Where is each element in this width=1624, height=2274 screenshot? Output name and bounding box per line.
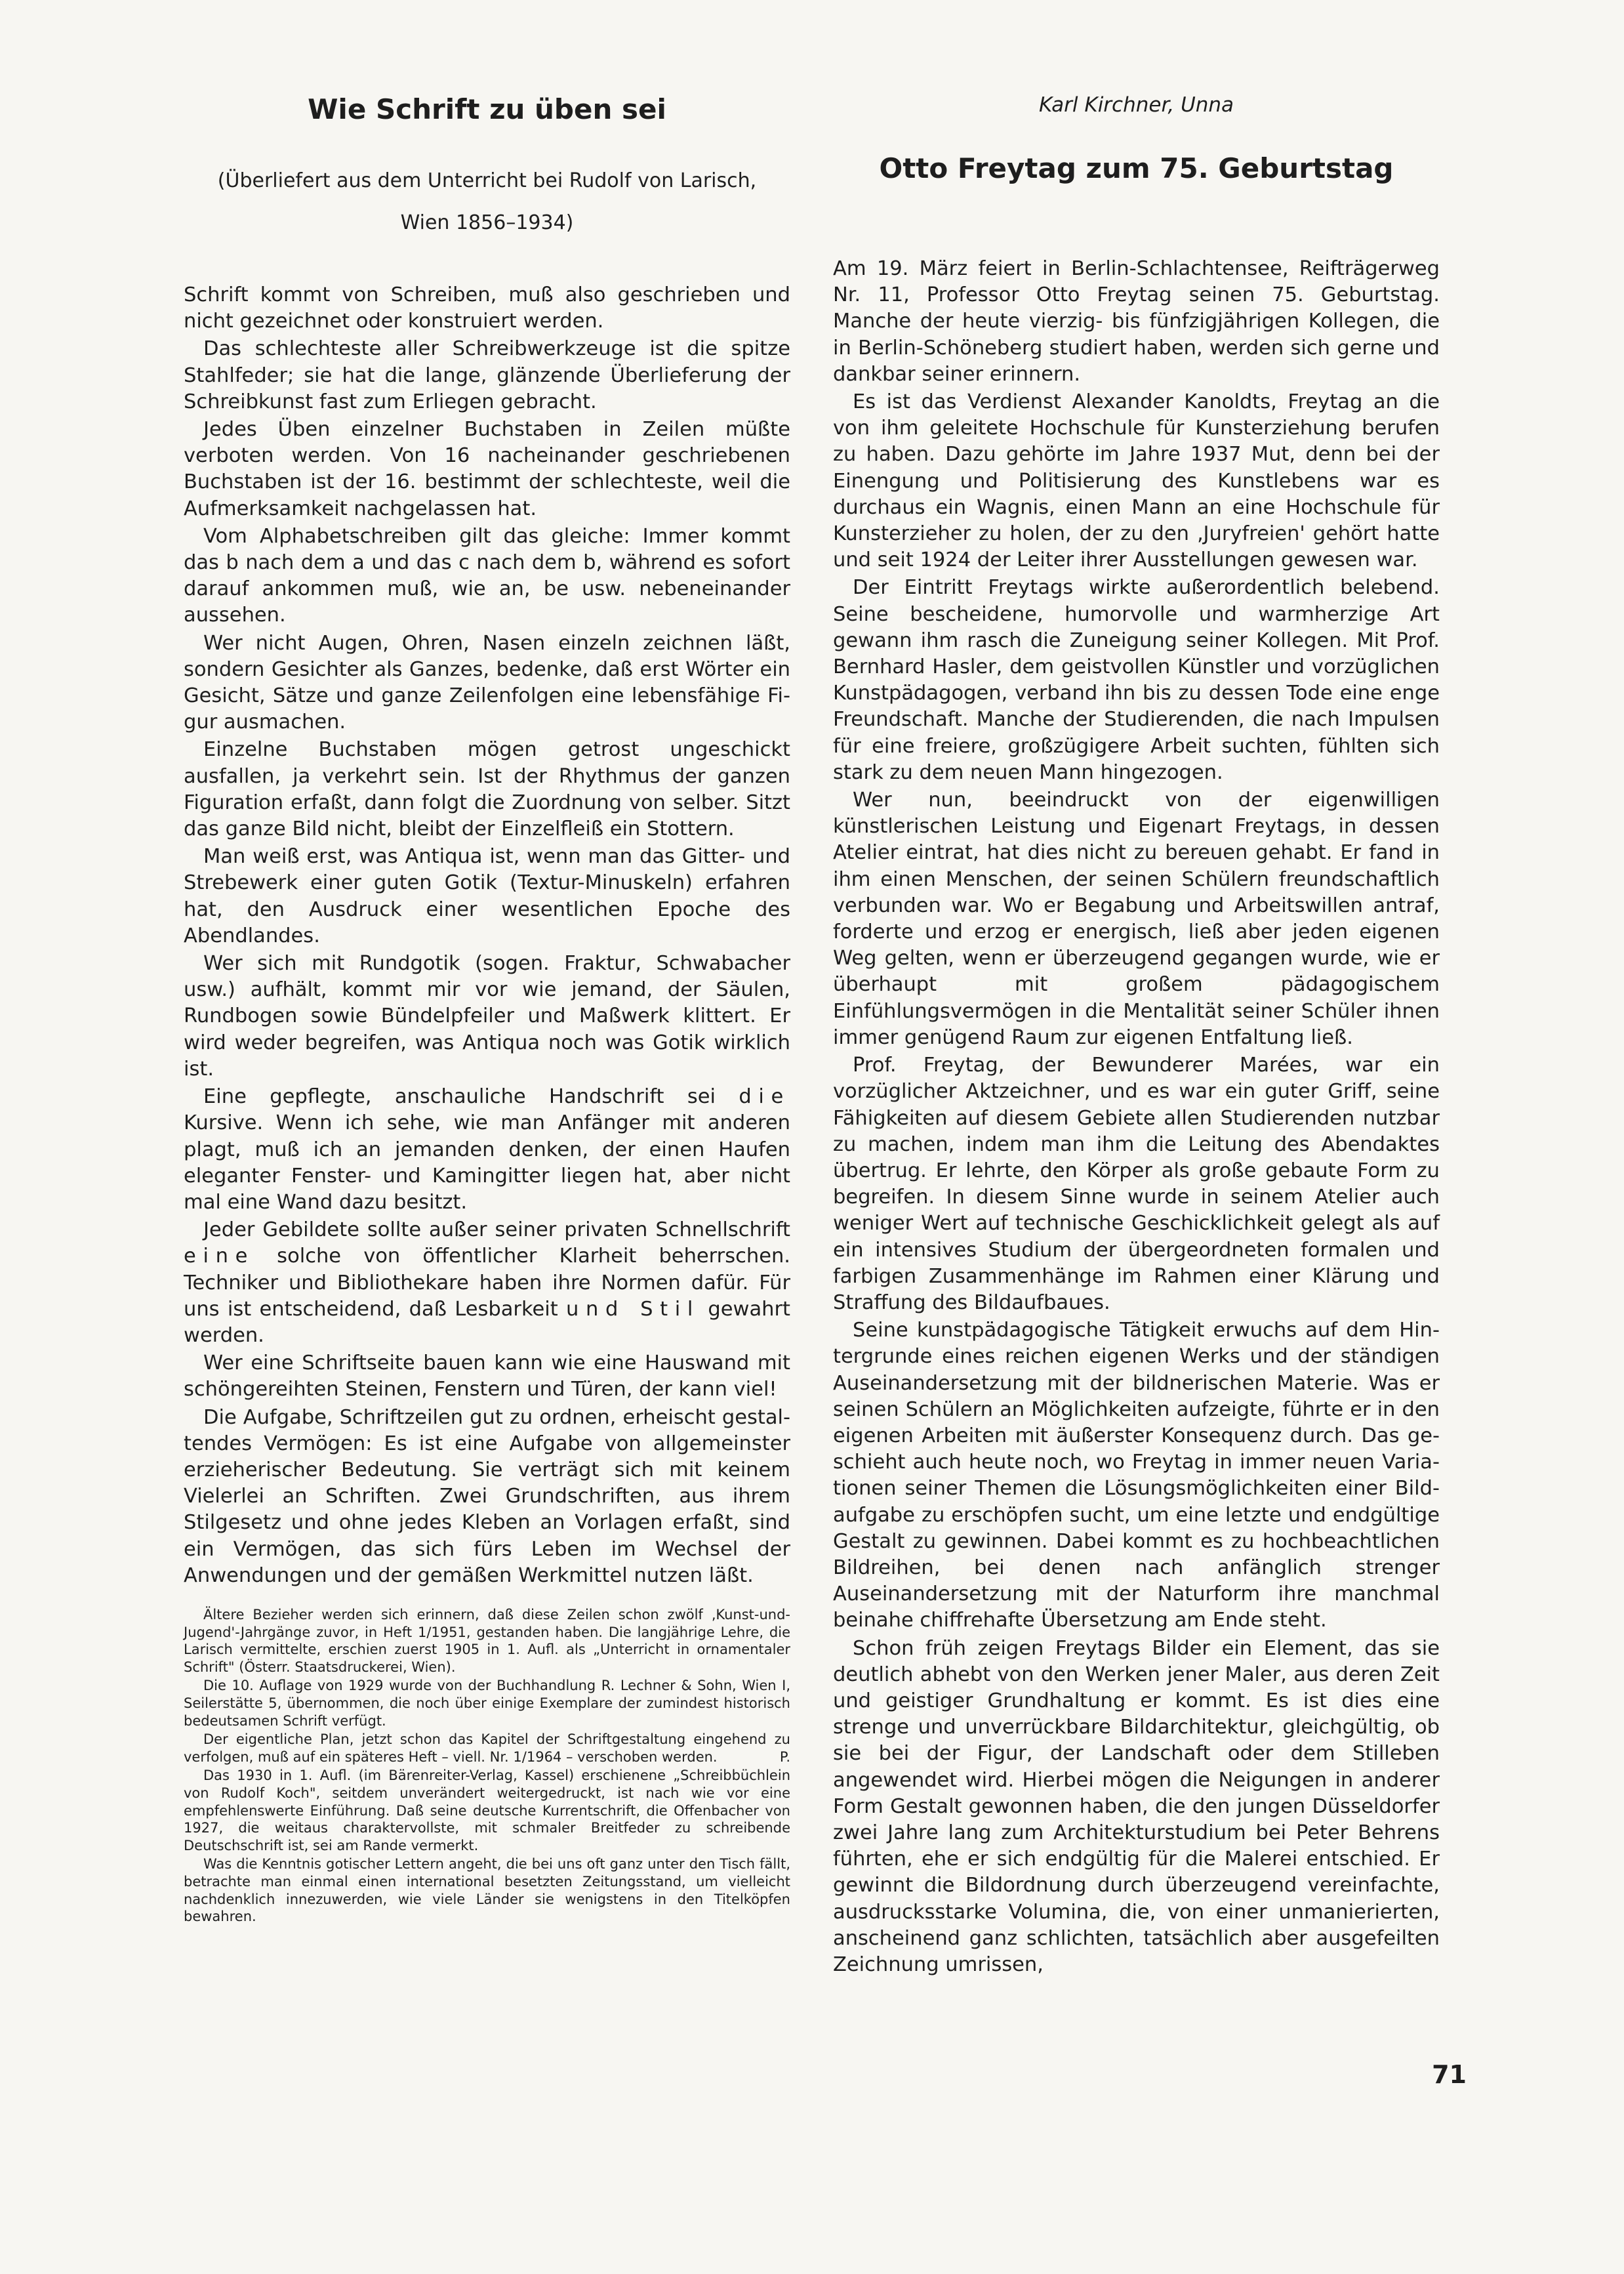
footnote: Die 10. Auflage von 1929 wurde von der Buchhandlung R. Lechner & Sohn, Wien I, Seilerstätte 5, übernommen, die noch über einige Exemplare der zumindest historisch bedeutsamen Schrift verfügt. [184, 1678, 790, 1729]
left-paragraph: Wer sich mit Rundgotik (sogen. Fraktur, Schwabacher usw.) aufhält, kommt mir vor wie jemand, der Säulen, Rundbogen sowie Bündelpfeiler und Maßwerk klittert. Er wird weder begreifen, was Antiqua noch was Gotik wirklich ist. [184, 952, 790, 1081]
footnote: Was die Kenntnis gotischer Lettern angeht, die bei uns oft ganz unter den Tisch fällt, betrachte man einmal einen international besetzten Zeitungsstand, um vielleicht nachdenklich innezuwerden, wie viele Länder sie wenigstens in den Titelköpfen bewahren. [184, 1856, 790, 1925]
page-number: 71 [1432, 2060, 1467, 2089]
paragraph-text: gewahrt werden. [184, 1297, 790, 1347]
spaced-emphasis: eine [184, 1245, 255, 1268]
right-paragraph: Es ist das Verdienst Alexander Kanoldts, Freytag an die von ihm geleitete Hochschule für Kunsterziehung berufen zu haben. Dazu gehörte im Jahre 1937 Mut, denn bei der Einengung und Politisierung des Kunstlebens war es durchaus ein Wagnis, einen Mann an eine Hochschule für Kunsterzieher zu holen, der zu den ‚Juryfreien' gehört hatte und seit 1924 der Leiter ihrer Ausstellungen gewesen war. [833, 390, 1440, 572]
author-line: Karl Kirchner, Unna [1038, 93, 1234, 117]
paragraph-text: Kursive. Wenn ich sehe, wie man Anfänger mit anderen plagt, muß ich an jemanden denken, der einen Haufen eleganter Fenster- und Kamingitter liegen hat, aber nicht mal eine Wand dazu besitzt. [184, 1111, 790, 1214]
left-paragraph: Schrift kommt von Schreiben, muß also geschrieben und nicht gezeichnet oder konstruiert werden. [184, 283, 790, 333]
spaced-emphasis: und Stil [566, 1297, 700, 1321]
paragraph-text: Eine gepflegte, anschauliche Handschrift sei [203, 1085, 739, 1109]
left-paragraph: Vom Alphabetschreiben gilt das gleiche: Immer kommt das b nach dem a und das c nach dem b, während es sofort darauf ankommen muß, wie an, be usw. nebeneinander aussehen. [184, 524, 790, 627]
left-article-title: Wie Schrift zu üben sei [308, 93, 666, 125]
spaced-emphasis: die [739, 1085, 790, 1109]
right-paragraph: Wer nun, beeindruckt von der eigenwilligen künstlerischen Leistung und Eigenart Freytags, in dessen Atelier eintrat, hat dies nicht zu bereuen gehabt. Er fand in ihm einen Menschen, der seinen Schülern freundschaftlich verbunden war. Wo er Begabung und Arbeitswillen antraf, forderte und erzog er energisch, ließ aber jeden eigenen Weg gelten, wenn er überzeugend gegangen wurde, wie er überhaupt mit großem pädagogischem Einfühlungsvermögen in die Mentalität seiner Schüler ihnen immer genügend Raum zur eigenen Entfaltung ließ. [833, 789, 1440, 1049]
right-paragraph: Prof. Freytag, der Bewunderer Marées, war ein vorzüglicher Aktzeichner, und es war ein guter Griff, seine Fähigkeiten auf diesem Gebiete allen Studierenden nutzbar zu machen, indem man ihm die Leitung des Abendaktes übertrug. Er lehrte, den Körper als große gebaute Form zu begreifen. In diesem Sinne wurde in seinem Atelier auch weniger Wert auf technische Geschicklichkeit gelegt als auf ein intensives Studium der übergeordneten formalen und farbigen Zusammenhänge im Rahmen einer Klärung und Straffung des Bildaufbaues. [833, 1054, 1440, 1314]
left-paragraph: Einzelne Buchstaben mögen getrost ungeschickt ausfallen, ja verkehrt sein. Ist der Rhythmus der ganzen Figuration erfaßt, dann folgt die Zuordnung von selber. Sitzt das ganze Bild nicht, bleibt der Einzelfleiß ein Stottern. [184, 738, 790, 841]
left-paragraph: Die Aufgabe, Schriftzeilen gut zu ordnen, erheischt gestaltendes Vermögen: Es ist eine Aufgabe von allgemeinster erzieherischer Bedeutung. Sie verträgt sich mit keinem Vielerlei an Schriften. Zwei Grundschriften, aus ihrem Stilgesetz und ohne jedes Kleben an Vorlagen erfaßt, sind ein Vermögen, das sich fürs Leben im Wechsel der Anwendungen und der gemäßen Werkmittel nutzen läßt. [184, 1405, 790, 1587]
right-article-title: Otto Freytag zum 75. Geburtstag [879, 152, 1394, 184]
left-article-body [184, 282, 790, 1590]
right-paragraph: Seine kunstpädagogische Tätigkeit erwuchs auf dem Hintergrunde eines reichen eigenen Werks und der ständigen Auseinandersetzung mit der bildnerischen Materie. Was er seinen Schülern an Möglichkeiten aufzeigte, führte er in den eigenen Arbeiten mit äußerster Konsequenz durch. Das geschieht auch heute noch, wo Freytag in immer neuen Variationen seiner Themen die Lösungsmöglichkeiten einer Bildaufgabe zu erschöpfen sucht, um eine letzte und endgültige Gestalt zu gewinnen. Dabei kommt es zu hochbeachtlichen Bildreihen, bei denen nach anfänglich strenger Auseinandersetzung mit der Naturform ihre manchmal beinahe chiffrehafte Übersetzung am Ende steht. [833, 1319, 1440, 1632]
left-paragraph [184, 1217, 790, 1349]
footnote [184, 1731, 790, 1766]
paragraph-text: solche von öffentlicher Klarheit beherrschen. Techniker und Bibliothekare haben ihre Normen dafür. Für uns ist entscheidend, daß Lesbarkeit [184, 1245, 790, 1321]
footnote: Ältere Bezieher werden sich erinnern, daß diese Zeilen schon zwölf ‚Kunst-und-Jugend'-Jahrgänge zuvor, in Heft 1/1951, gestanden haben. Die langjährige Lehre, die Larisch vermittelte, erschien zuerst 1905 in 1. Aufl. als „Unterricht in ornamentaler Schrift" (Österr. Staatsdruckerei, Wien). [184, 1607, 790, 1675]
left-paragraph [184, 1084, 790, 1216]
left-paragraph: Das schlechteste aller Schreibwerkzeuge ist die spitze Stahlfeder; sie hat die lange, glänzende Überlieferung der Schreibkunst fast zum Erliegen gebracht. [184, 337, 790, 413]
footnote: Das 1930 in 1. Aufl. (im Bärenreiter-Verlag, Kassel) erschienene „Schreibbüchlein von Rudolf Koch", seitdem unverändert weitergedruckt, ist nach wie vor eine empfehlenswerte Einführung. Daß seine deutsche Kurrentschrift, die Offenbacher von 1927, die weitaus charaktervollste, mit schmaler Breitfeder zu schreibende Deutschschrift ist, sei am Rande vermerkt. [184, 1768, 790, 1853]
right-paragraph: Am 19. März feiert in Berlin-Schlachtensee, Reifträgerweg Nr. 11, Professor Otto Freytag seinen 75. Geburtstag. Manche der heute vierzig- bis fünfzigjährigen Kollegen, die in Berlin-Schöneberg studiert haben, werden sich gerne und dankbar seiner erinnern. [833, 257, 1440, 386]
left-paragraph: Wer eine Schriftseite bauen kann wie eine Hauswand mit schöngereihten Steinen, Fenstern und Türen, der kann viel! [184, 1352, 790, 1401]
right-paragraph: Der Eintritt Freytags wirkte außerordentlich belebend. Seine bescheidene, humorvolle und warmherzige Art gewann ihm rasch die Zuneigung seiner Kollegen. Mit Prof. Bernhard Hasler, dem geistvollen Künstler und vorzüglichen Kunstpädagogen, verband ihn bis zu dessen Tode eine enge Freundschaft. Manche der Studierenden, die nach Impulsen für eine freiere, großzügigere Arbeit suchten, fühlten sich stark zu dem neuen Mann hingezogen. [833, 576, 1440, 784]
right-paragraph: Schon früh zeigen Freytags Bilder ein Element, das sie deutlich abhebt von den Werken jener Maler, aus deren Zeit und geistiger Grundhaltung er kommt. Es ist dies eine strenge und unverrückbare Bildarchitektur, gleichgültig, ob sie bei der Figur, der Landschaft oder dem Stilleben angewendet wird. Hierbei mögen die Neigungen in anderer Form Gestalt gewonnen haben, die den jungen Düsseldorfer zwei Jahre lang zum Architekturstudium bei Peter Behrens führten, ehe er sich endgültig für die Malerei entschied. Er gewinnt die Bildordnung durch überzeugend vereinfachte, ausdrucksstarke Volumina, die, von einer unmanierierten, anscheinend ganz schlichten, tatsächlich aber ausgefeilten Zeichnung umrissen, [833, 1636, 1440, 1976]
left-subtitle-line-1: (Überliefert aus dem Unterricht bei Rudolf von Larisch, [217, 169, 757, 192]
paragraph-text: Jeder Gebildete sollte außer seiner privaten Schnellschrift [203, 1218, 790, 1242]
footnote-signature: P. [779, 1748, 790, 1765]
footnote-text: Der eigentliche Plan, jetzt schon das Kapitel der Schriftgestaltung eingehend zu verfolgen, muß auf ein späteres Heft – viell. Nr. 1/1964 – verschoben werden. [184, 1731, 790, 1765]
left-paragraph: Man weiß erst, was Antiqua ist, wenn man das Gitter- und Strebewerk einer guten Gotik (Textur-Minuskeln) erfahren hat, den Ausdruck einer wesentlichen Epoche des Abendlandes. [184, 845, 790, 947]
left-paragraph: Wer nicht Augen, Ohren, Nasen einzeln zeichnen läßt, sondern Gesichter als Ganzes, bedenke, daß erst Wörter ein Gesicht, Sätze und ganze Zeilenfolgen eine lebensfähige Figur ausmachen. [184, 631, 790, 734]
footnotes [184, 1606, 790, 1927]
right-article-body [833, 256, 1440, 1979]
left-paragraph: Jedes Üben einzelner Buchstaben in Zeilen müßte verboten werden. Von 16 nacheinander geschriebenen Buchstaben ist der 16. bestimmt der schlechteste, weil die Aufmerksamkeit nachgelassen hat. [184, 418, 790, 520]
left-subtitle-line-2: Wien 1856–1934) [400, 211, 574, 234]
